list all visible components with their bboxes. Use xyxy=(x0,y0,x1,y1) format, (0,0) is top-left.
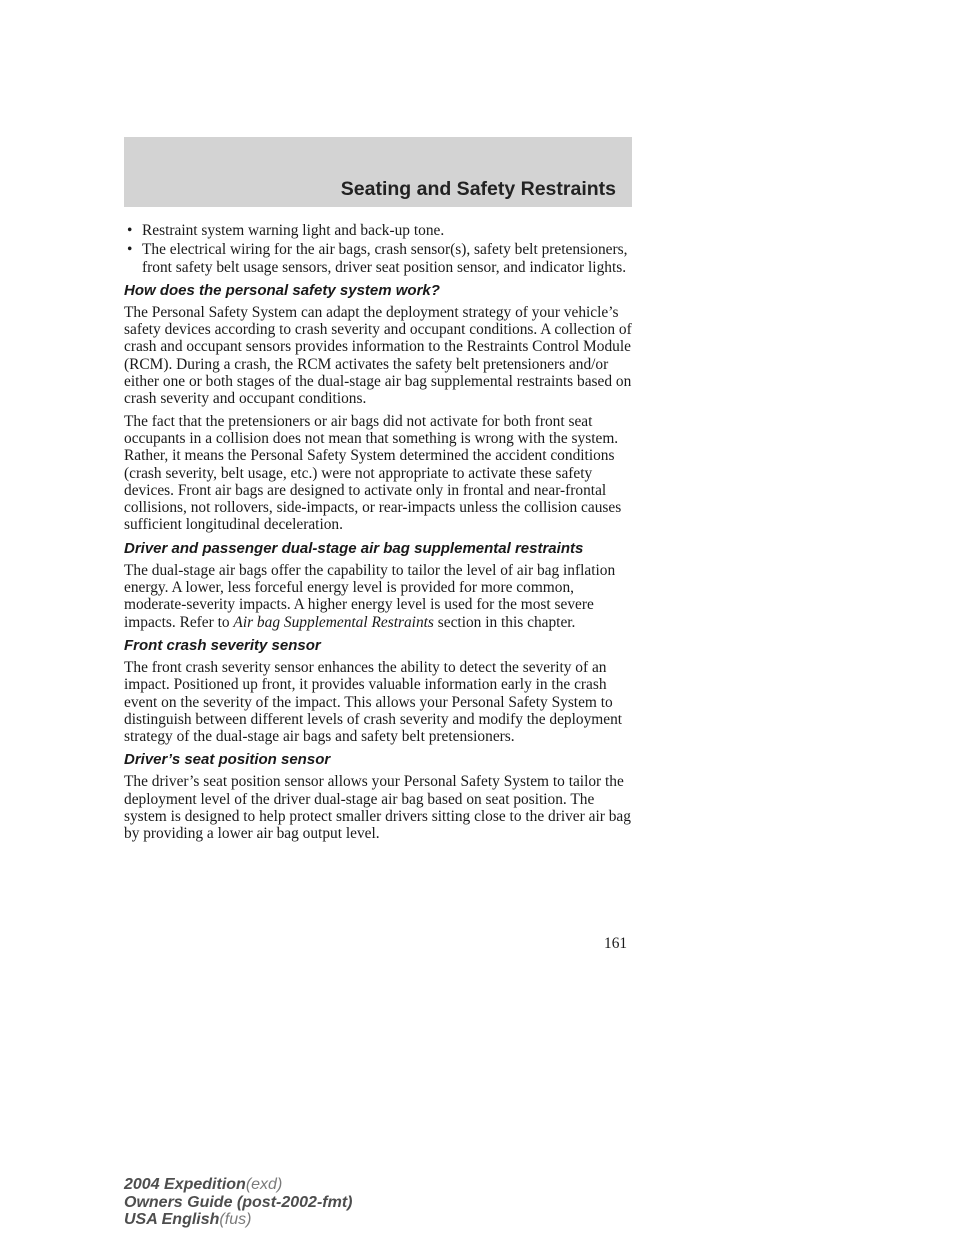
paragraph-text: section in this chapter. xyxy=(433,613,576,631)
paragraph-front-crash-sensor: The front crash severity sensor enhances the ability to detect the severity of an impact. Positioned up front, it provides valuable information early in the crash event on the severity of the impact. This allows your Personal Safety System to distinguish between different levels of crash severity and modify the deployment strategy of the dual-stage air bags and safety belt pretensioners. xyxy=(124,658,623,746)
component-bullet-list xyxy=(124,222,636,276)
paragraph-how-it-works-2: The fact that the pretensioners or air bags did not activate for both front seat occupants in a collision does not mean that something is wrong with the system. Rather, it means the Personal Safety System determined the accident conditions (crash severity, belt usage, etc.) were not appropriate to activate these safety devices. Front air bags are designed to activate only in frontal and near-frontal collisions, not rollovers, side-impacts, or rear-impacts unless the collision causes sufficient longitudinal deceleration. xyxy=(124,412,622,534)
footer-language-code: (fus) xyxy=(219,1211,252,1229)
bullet-text: The electrical wiring for the air bags, crash sensor(s), safety belt pretensioners, front safety belt usage sensors, driver seat position sensor, and indicator lights. xyxy=(142,241,628,276)
page-content xyxy=(124,222,636,848)
bullet-item xyxy=(124,241,636,276)
heading-dual-stage-air-bags: Driver and passenger dual-stage air bag supplemental restraints xyxy=(124,539,584,557)
paragraph-seat-position-sensor: The driver’s seat position sensor allows your Personal Safety System to tailor the deployment level of the driver dual-stage air bag based on seat position. The system is designed to help protect smaller drivers sitting close to the driver air bag by providing a lower air bag output level. xyxy=(124,773,631,843)
paragraph-text: The dual-stage air bags offer the capability to tailor the level of air bag inflation energy. A lower, less forceful energy level is provided for more common, moderate-severity impacts. A higher energy level is used for the most severe impacts. Refer to xyxy=(124,561,616,631)
footer-language: USA English xyxy=(124,1211,220,1229)
bullet-icon: • xyxy=(127,241,133,259)
document-footer xyxy=(124,1176,352,1229)
footer-line-language xyxy=(124,1211,352,1229)
footer-line-model xyxy=(124,1176,352,1194)
bullet-icon: • xyxy=(127,222,133,239)
footer-guide: Owners Guide (post-2002-fmt) xyxy=(124,1193,353,1211)
heading-how-it-works: How does the personal safety system work? xyxy=(124,281,440,299)
page-number: 161 xyxy=(604,935,628,952)
bullet-item xyxy=(124,222,636,239)
section-title: Seating and Safety Restraints xyxy=(340,178,616,200)
paragraph-how-it-works-1: The Personal Safety System can adapt the deployment strategy of your vehicle’s safety devices according to crash severity and occupant conditions. A collection of crash and occupant sensors provides information to the Restraints Control Module (RCM). During a crash, the RCM activates the safety belt pretensioners and/or either one or both stages of the dual-stage air bag supplemental restraints based on crash severity and occupant conditions. xyxy=(124,303,632,408)
cross-reference: Air bag Supplemental Restraints xyxy=(233,613,434,631)
bullet-text: Restraint system warning light and back-up tone. xyxy=(142,222,445,239)
paragraph-dual-stage xyxy=(124,562,636,631)
footer-model: 2004 Expedition xyxy=(124,1176,246,1193)
footer-model-code: (exd) xyxy=(245,1176,283,1193)
footer-line-guide xyxy=(124,1194,352,1212)
heading-front-crash-sensor: Front crash severity sensor xyxy=(124,636,321,654)
heading-seat-position-sensor: Driver’s seat position sensor xyxy=(124,751,331,769)
section-header-band xyxy=(124,137,632,207)
